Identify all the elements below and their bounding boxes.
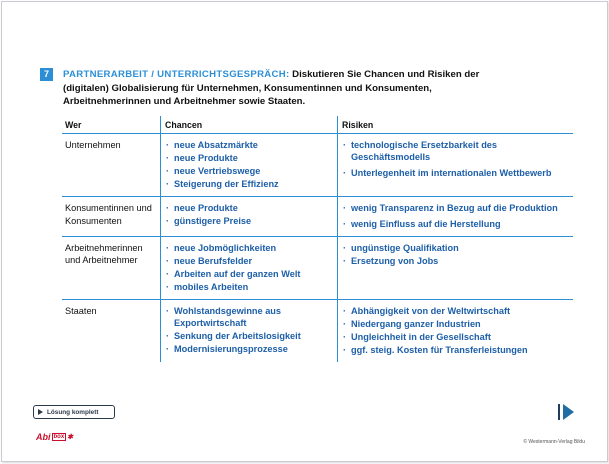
- list-item: · ungünstige Qualifikation: [342, 242, 573, 254]
- cell-chancen: [161, 197, 338, 237]
- chancen-list: [165, 202, 337, 227]
- task-number: 7: [40, 68, 53, 81]
- risiken-list: [342, 202, 573, 230]
- cell-risiken: [338, 300, 574, 363]
- table-body: [62, 134, 573, 363]
- header-risiken: Risiken: [338, 116, 574, 134]
- play-icon: [38, 409, 43, 415]
- publisher-credit: © Westermann-Verlag Bildu: [523, 439, 585, 445]
- task-instruction: Diskutieren Sie Chancen und Risiken der (digitalen) Globalisierung für Unternehmen, Konsumentinnen und Konsumenten, Arbeitnehmerinnen und Arbeitnehmer sowie Staaten.: [63, 69, 480, 108]
- table-row: [62, 197, 573, 237]
- star-icon: ✱: [67, 434, 74, 441]
- list-item: · mobiles Arbeiten: [165, 281, 337, 293]
- slide: [1, 1, 608, 462]
- logo-text: Abi: [36, 432, 51, 442]
- chancen-list: [165, 305, 337, 356]
- risiken-list: [342, 242, 573, 267]
- solution-label: Lösung komplett: [47, 408, 99, 416]
- risiken-list: [342, 305, 573, 356]
- list-item: · neue Jobmöglichkeiten: [165, 242, 337, 254]
- list-item: · neue Vertriebswege: [165, 165, 337, 177]
- list-item: · günstigere Preise: [165, 215, 337, 227]
- list-item: · Niedergang ganzer Industrien: [342, 318, 573, 330]
- list-item: · Arbeiten auf der ganzen Welt: [165, 268, 337, 280]
- list-item: · neue Produkte: [165, 152, 337, 164]
- list-item: · neue Absatzmärkte: [165, 139, 337, 151]
- list-item: · Ersetzung von Jobs: [342, 255, 573, 267]
- cell-chancen: [161, 300, 338, 363]
- chancen-list: [165, 242, 337, 293]
- list-item: · wenig Transparenz in Bezug auf die Produktion: [342, 202, 573, 214]
- next-arrow-icon: [563, 404, 574, 420]
- cell-chancen: [161, 134, 338, 197]
- list-item: · Senkung der Arbeitslosigkeit: [165, 330, 337, 342]
- list-item: · Wohlstandsgewinne aus Exportwirtschaft: [165, 305, 337, 330]
- list-item: · Abhängigkeit von der Weltwirtschaft: [342, 305, 573, 317]
- task-label: PARTNERARBEIT / UNTERRICHTSGESPRÄCH:: [63, 69, 290, 80]
- cell-wer: Unternehmen: [62, 134, 161, 197]
- risiken-list: [342, 139, 573, 179]
- header-chancen: Chancen: [161, 116, 338, 134]
- header-wer: Wer: [62, 116, 161, 134]
- task-block: [40, 68, 480, 109]
- cell-risiken: [338, 236, 574, 299]
- logo-box: box: [53, 434, 65, 440]
- cell-wer: Arbeitnehmerinnen und Arbeitnehmer: [62, 236, 161, 299]
- table-row: [62, 134, 573, 197]
- list-item: · ggf. steig. Kosten für Transferleistungen: [342, 344, 573, 356]
- chancen-list: [165, 139, 337, 190]
- cell-risiken: [338, 134, 574, 197]
- list-item: · Unterlegenheit im internationalen Wettbewerb: [342, 167, 573, 179]
- cell-chancen: [161, 236, 338, 299]
- list-item: · Ungleichheit in der Gesellschaft: [342, 331, 573, 343]
- answer-table: [62, 116, 573, 362]
- list-item: · wenig Einfluss auf die Herstellung: [342, 218, 573, 230]
- solution-button[interactable]: [33, 405, 115, 419]
- next-page-button[interactable]: [558, 403, 578, 421]
- task-text: [63, 68, 480, 109]
- list-item: · neue Berufsfelder: [165, 255, 337, 267]
- cell-risiken: [338, 197, 574, 237]
- table-row: [62, 300, 573, 363]
- list-item: · Modernisierungsprozesse: [165, 343, 337, 355]
- table-header-row: [62, 116, 573, 134]
- publisher-logo: [36, 432, 73, 442]
- list-item: · Steigerung der Effizienz: [165, 178, 337, 190]
- table-row: [62, 236, 573, 299]
- list-item: · neue Produkte: [165, 202, 337, 214]
- list-item: · technologische Ersetzbarkeit des Geschäftsmodells: [342, 139, 573, 164]
- cell-wer: Konsumentinnen und Konsumenten: [62, 197, 161, 237]
- next-bar-icon: [558, 404, 560, 420]
- cell-wer: Staaten: [65, 306, 97, 317]
